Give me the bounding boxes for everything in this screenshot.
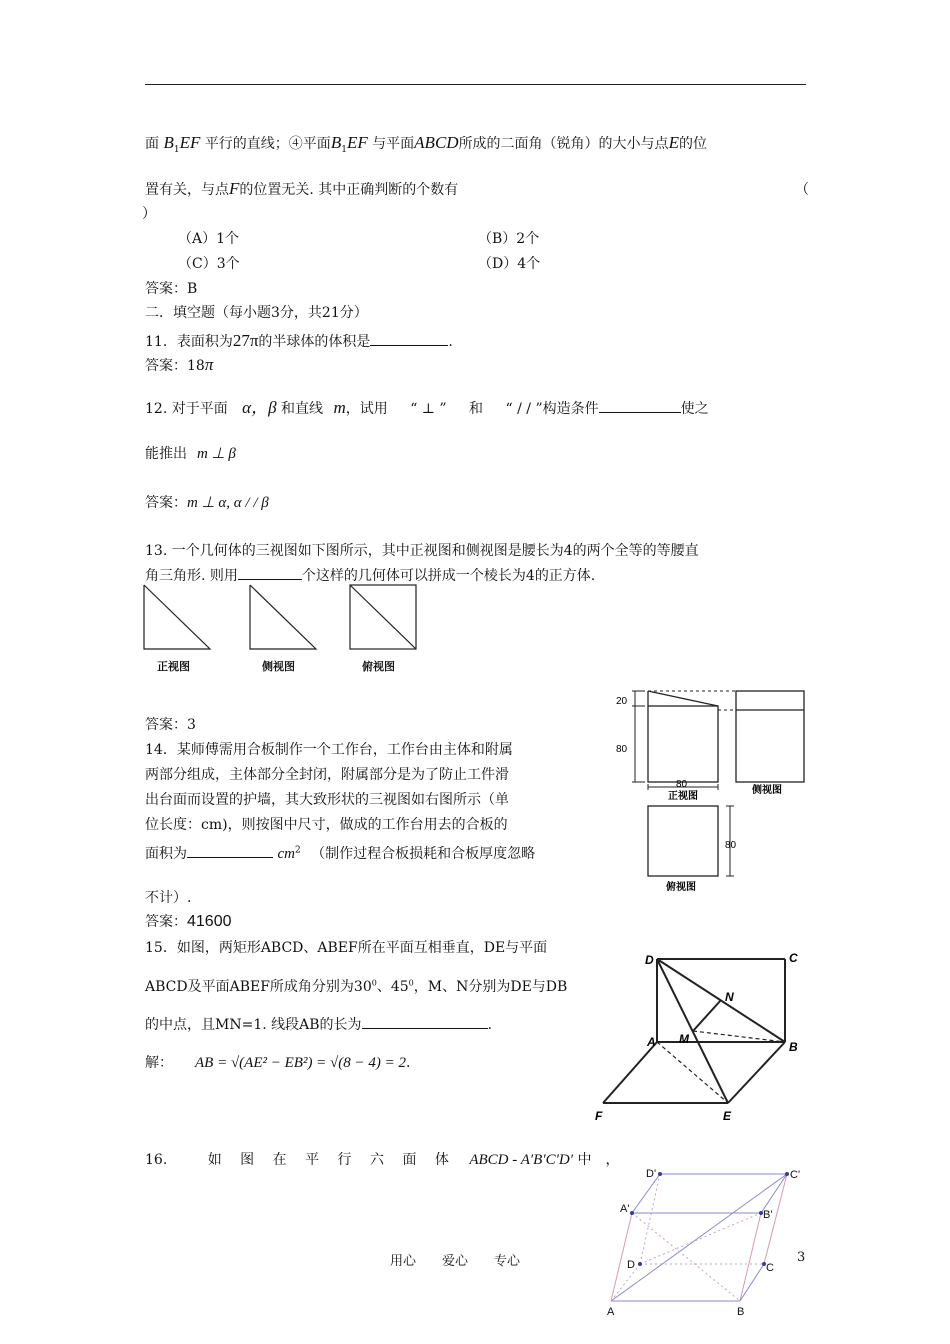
vertex-B: B: [737, 1306, 745, 1318]
point-A: A: [647, 1035, 656, 1049]
q10-paren-close: ）: [142, 206, 156, 222]
q15-line1: 15．如图，两矩形ABCD、ABEF所在平面互相垂直，DE与平面: [145, 940, 548, 956]
caption-top-view: 俯视图: [362, 660, 395, 673]
q15-line2: ABCD及平面ABEF所成角分别为$30^0$、$45^0$，M、N分别为DE与DB: [145, 978, 568, 995]
q10-option-c: （C）3个: [178, 256, 240, 272]
q14-line3: 出台面而设置的护墙，其大致形状的三视图如右图所示（单: [145, 792, 509, 808]
q14-line4: 位长度：cm)，则按图中尺寸，做成的工作台用去的合板的: [145, 817, 508, 833]
q14-line6: 不计）.: [145, 890, 192, 906]
q12-answer: 答案：m ⊥ α, α / / β: [145, 495, 269, 511]
rectangles-figure: [590, 948, 810, 1128]
front-view: [144, 585, 210, 649]
vertex-A: A: [607, 1306, 615, 1318]
dim-80-top: 80: [725, 840, 737, 851]
q11-answer: 答案：18π: [145, 355, 214, 374]
label-front-view: 正视图: [668, 791, 698, 802]
q16-line: 16. 如 图 在 平 行 六 面 体 ABCD - A′B′C′D′ 中 ，: [145, 1152, 620, 1168]
point-F: F: [595, 1109, 603, 1123]
q13-line1: 13. 一个几何体的三视图如下图所示，其中正视图和侧视图是腰长为4的两个全等的等腰直: [145, 543, 699, 559]
q14-line5: 面积为 $cm^2$ （制作过程合板损耗和合板厚度忽略: [145, 845, 536, 862]
q12-line2: 能推出 m ⊥ β: [145, 446, 236, 462]
section-title: 二．填空题（每小题3分，共21分）: [145, 305, 368, 321]
q10-line1: 面 $B_1EF$ 平行的直线；④平面$B_1EF$ 与平面ABCD所成的二面角（锐角）的大小与点E的位: [145, 133, 707, 155]
q11-line: 11．表面积为27π的半球体的体积是 .: [145, 331, 453, 350]
q14-line2: 两部分组成，主体部分全封闭，附属部分是为了防止工件滑: [145, 767, 509, 783]
point-M: M: [679, 1032, 689, 1046]
q15-line3: 的中点，且MN=1. 线段AB的长为 .: [145, 1017, 492, 1033]
q10-line2: 置有关，与点F的位置无关. 其中正确判断的个数有: [145, 179, 459, 198]
q14-line1: 14．某师傅需用合板制作一个工作台，工作台由主体和附属: [145, 742, 513, 758]
vertex-A-prime: A': [620, 1203, 630, 1215]
q13-answer: 答案：3: [145, 717, 196, 733]
q10-paren-open: （: [795, 182, 809, 198]
q10-option-a: （A）1个: [178, 231, 240, 247]
point-B: B: [789, 1040, 798, 1054]
footer-text: 用心 爱心 专心: [390, 1254, 521, 1269]
vertex-D: D: [627, 1259, 635, 1271]
q12-line1: 12. 对于平面 α，β 和直线 m，试用 “ ⊥ ” 和 “ / / ”构造条件 使之: [145, 398, 709, 417]
vertex-B-prime: B': [763, 1209, 773, 1221]
dim-80-front-width: 80: [676, 779, 688, 790]
top-view: [350, 585, 416, 649]
q10-option-d: （D）4个: [478, 256, 541, 272]
q10-answer: 答案：B: [145, 281, 198, 297]
q10-option-b: （B）2个: [478, 231, 540, 247]
point-E: E: [723, 1109, 732, 1123]
q13-line2: 角三角形. 则用 个这样的几何体可以拼成一个棱长为4的正方体.: [145, 568, 596, 584]
point-N: N: [725, 990, 734, 1004]
vertex-C-prime: C': [790, 1169, 801, 1181]
parallelepiped-figure: [604, 1162, 810, 1320]
label-top-view: 俯视图: [666, 882, 696, 893]
page-number: 3: [797, 1250, 806, 1265]
caption-side-view: 侧视图: [262, 660, 295, 673]
label-side-view: 侧视图: [752, 785, 782, 796]
dim-80-front-height: 80: [616, 744, 628, 755]
header-rule: [145, 84, 806, 85]
point-D: D: [645, 953, 654, 967]
vertex-C: C: [766, 1262, 774, 1274]
caption-front-view: 正视图: [157, 660, 190, 673]
dim-20: 20: [616, 696, 628, 707]
q14-answer: 答案：41600: [145, 913, 232, 930]
side-view: [250, 585, 316, 649]
point-C: C: [789, 951, 798, 965]
q15-solution: 解： AB = √(AE² − EB²) = √(8 − 4) = 2.: [145, 1055, 411, 1071]
workbench-figure: [608, 686, 808, 896]
vertex-D-prime: D': [646, 1168, 657, 1180]
three-view-figure: [140, 582, 425, 654]
